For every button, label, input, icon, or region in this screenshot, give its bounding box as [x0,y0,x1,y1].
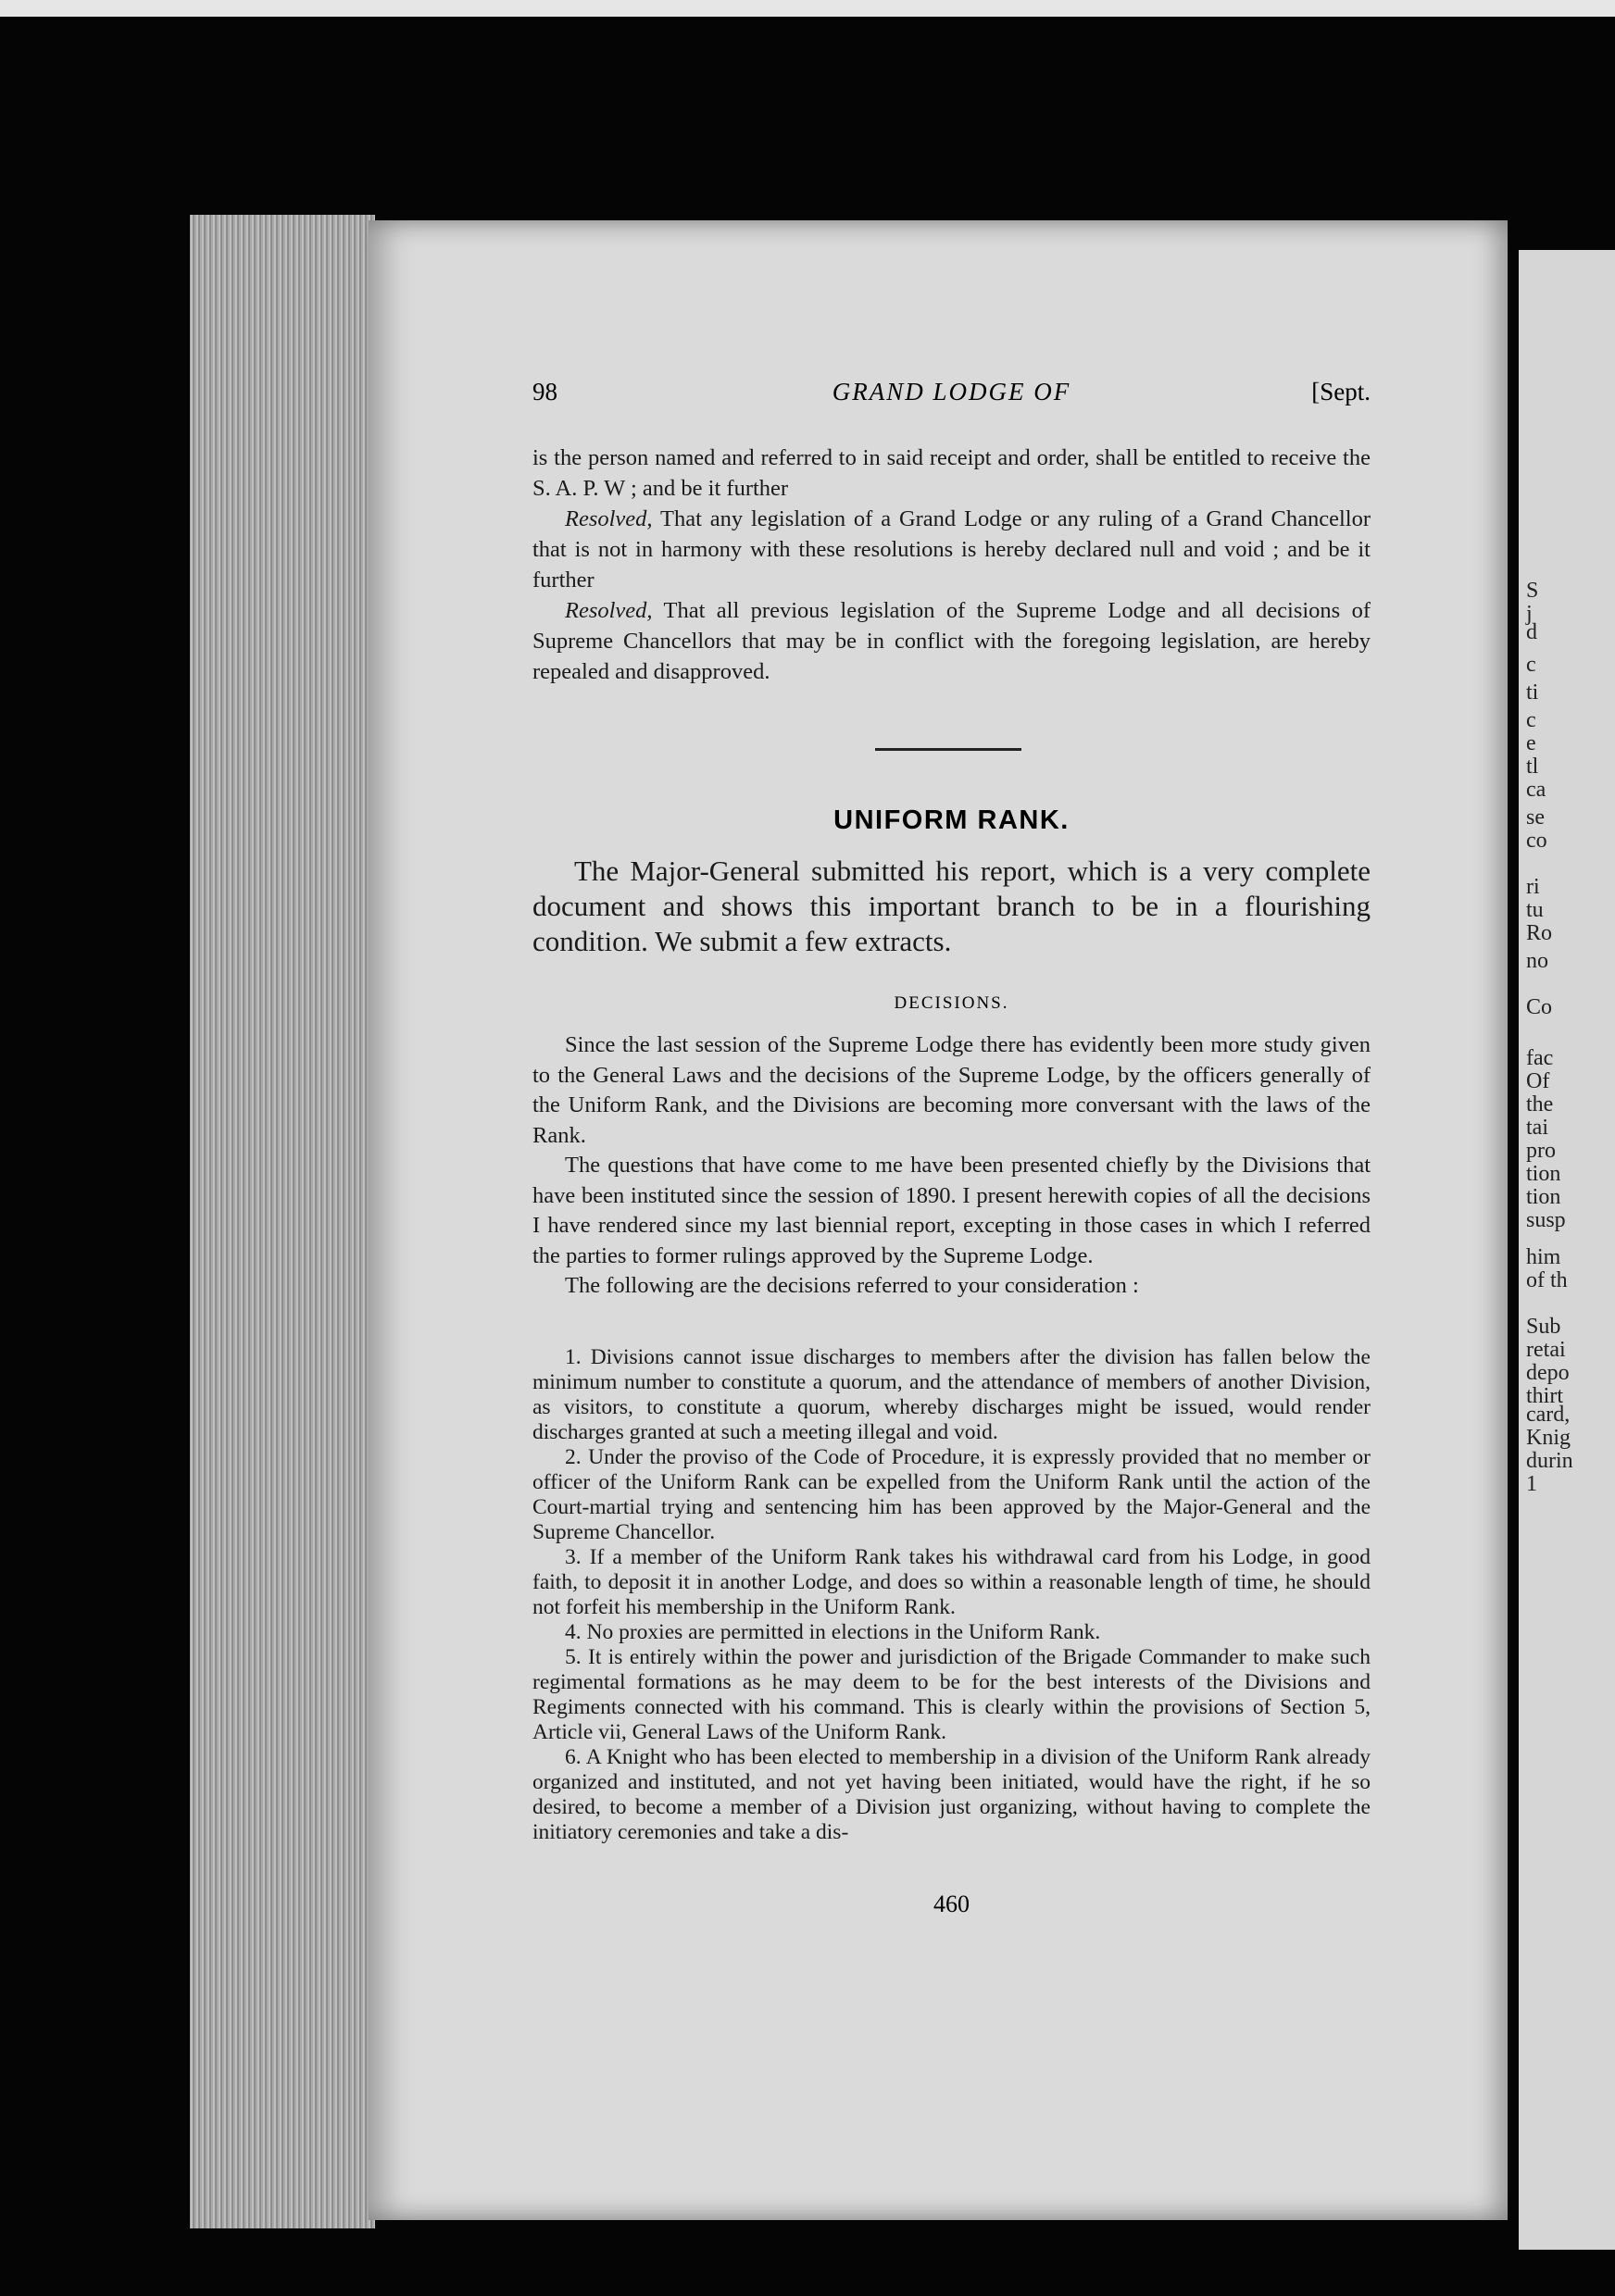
section-divider [875,748,1021,751]
resolution-block [532,443,1371,687]
adjacent-page-fragment: of th [1526,1268,1568,1292]
book-page-edges [190,215,375,2228]
adjacent-page-fragment: Sub [1526,1315,1561,1339]
adjacent-page-fragment: 1 [1526,1472,1537,1496]
adjacent-page-fragment: fac [1526,1046,1554,1070]
resolution-line: is the person named and referred to in said receipt and order, shall be entitled to receive the S. A. P. W ; and be it further [532,445,1371,501]
decision-item: 4. No proxies are permitted in elections in the Uniform Rank. [565,1620,1101,1644]
decisions-heading: DECISIONS. [894,993,1009,1013]
resolved-label: Resolved, [565,506,653,531]
adjacent-page-fragment: tion [1526,1162,1561,1186]
adjacent-page-fragment: ti [1526,680,1539,705]
adjacent-page-fragment: e [1526,731,1536,755]
adjacent-page-fragment: tion [1526,1185,1561,1209]
paragraph: The questions that have come to me have been presented chiefly by the Divisions that have been instituted since the session of 1890. I present herewith copies of all the decisions I have rendered since my last biennial report, excepting in those cases in which I referred the parties to former rulings approved by the Supreme Lodge. [532,1153,1371,1268]
adjacent-page-fragment: durin [1526,1449,1573,1473]
adjacent-page-fragment: retai [1526,1338,1566,1362]
adjacent-page-fragment: thirt [1526,1384,1563,1408]
adjacent-page-fragment: Of [1526,1069,1550,1093]
adjacent-page-fragment: tu [1526,898,1544,922]
adjacent-page-fragment: se [1526,805,1545,830]
section-heading: UNIFORM RANK. [833,805,1070,835]
adjacent-page [1519,250,1615,2250]
report-paragraphs [532,1030,1371,1302]
adjacent-page-fragment: card, [1526,1403,1571,1427]
resolution-line: Resolved, That any legislation of a Grand Lodge or any ruling of a Grand Chancellor that is not in harmony with these resolutions is hereby declared null and void ; and be it further [532,506,1371,593]
intro-paragraph: The Major-General submitted his report, which is a very complete document and shows this important branch to be in a flourishing condition. We submit a few extracts. [532,855,1371,957]
folio-number: 460 [933,1890,970,1917]
adjacent-page-fragment: Ro [1526,921,1553,945]
adjacent-page-fragment: ca [1526,778,1546,802]
page-number: 98 [532,378,557,406]
resolution-line: Resolved, That all previous legislation of the Supreme Lodge and all decisions of Supreme Chancellors that may be in conflict with the foregoing legislation, are hereby repealed and disapproved. [532,598,1371,684]
header-month: [Sept. [1311,378,1371,406]
adjacent-page-fragment: no [1526,949,1548,973]
adjacent-page-fragment: S [1526,579,1539,603]
decision-item: 5. It is entirely within the power and jurisdiction of the Brigade Commander to make such regimental formations as he may deem to be for the best interests of the Divisions and Regiments connected with his command. This is clearly within the provisions of Section 5, Article vii, General Laws of the Uniform Rank. [532,1645,1371,1744]
decision-item: 2. Under the proviso of the Code of Procedure, it is expressly provided that no member or officer of the Uniform Rank can be expelled from the Uniform Rank until the action of the Court-martial trying and sentencing him has been approved by the Major-General and the Supreme Chancellor. [532,1445,1371,1544]
adjacent-page-fragment: pro [1526,1139,1556,1163]
paragraph: Since the last session of the Supreme Lodge there has evidently been more study given to the General Laws and the decisions of the Supreme Lodge, by the officers generally of the Uniform Rank, and the Divisions are becoming more conversant with the laws of the Rank. [532,1032,1371,1148]
adjacent-page-fragment: j [1526,602,1533,626]
decisions-list [532,1345,1371,1845]
adjacent-page-fragment: tai [1526,1116,1548,1140]
decision-item: 1. Divisions cannot issue discharges to members after the division has fallen below the minimum number to constitute a quorum, and the attendance of members of another Division, as visitors, to constitute a quorum, whereby discharges might be issued, would render discharges granted at such a meeting illegal and void. [532,1345,1371,1444]
running-title: GRAND LODGE OF [832,378,1071,406]
adjacent-page-fragment: tl [1526,755,1539,779]
adjacent-page-fragment: ri [1526,875,1540,899]
adjacent-page-fragment: the [1526,1092,1554,1117]
top-edge-strip [0,0,1615,17]
adjacent-page-fragment: Knig [1526,1426,1571,1450]
decision-item: 6. A Knight who has been elected to membership in a division of the Uniform Rank already organized and instituted, and not yet having been initiated, would have the right, if he so desired, to become a member of a Division just organizing, without having to complete the initiatory ceremonies and take a dis- [532,1745,1371,1844]
adjacent-page-fragment: susp [1526,1208,1566,1232]
adjacent-page-fragment: d [1526,620,1537,644]
paragraph: The following are the decisions referred to your consideration : [565,1273,1139,1298]
adjacent-page-fragment: c [1526,708,1536,732]
adjacent-page-fragment: co [1526,829,1547,853]
resolved-label: Resolved, [565,598,653,623]
running-header [532,378,1371,415]
adjacent-page-fragment: c [1526,653,1536,677]
adjacent-page-fragment: Co [1526,995,1553,1019]
decision-item: 3. If a member of the Uniform Rank takes his withdrawal card from his Lodge, in good faith, to deposit it in another Lodge, and does so within a reasonable length of time, he should not forfeit his membership in the Uniform Rank. [532,1545,1371,1619]
adjacent-page-fragment: him [1526,1245,1561,1269]
adjacent-page-fragment: depo [1526,1361,1570,1385]
